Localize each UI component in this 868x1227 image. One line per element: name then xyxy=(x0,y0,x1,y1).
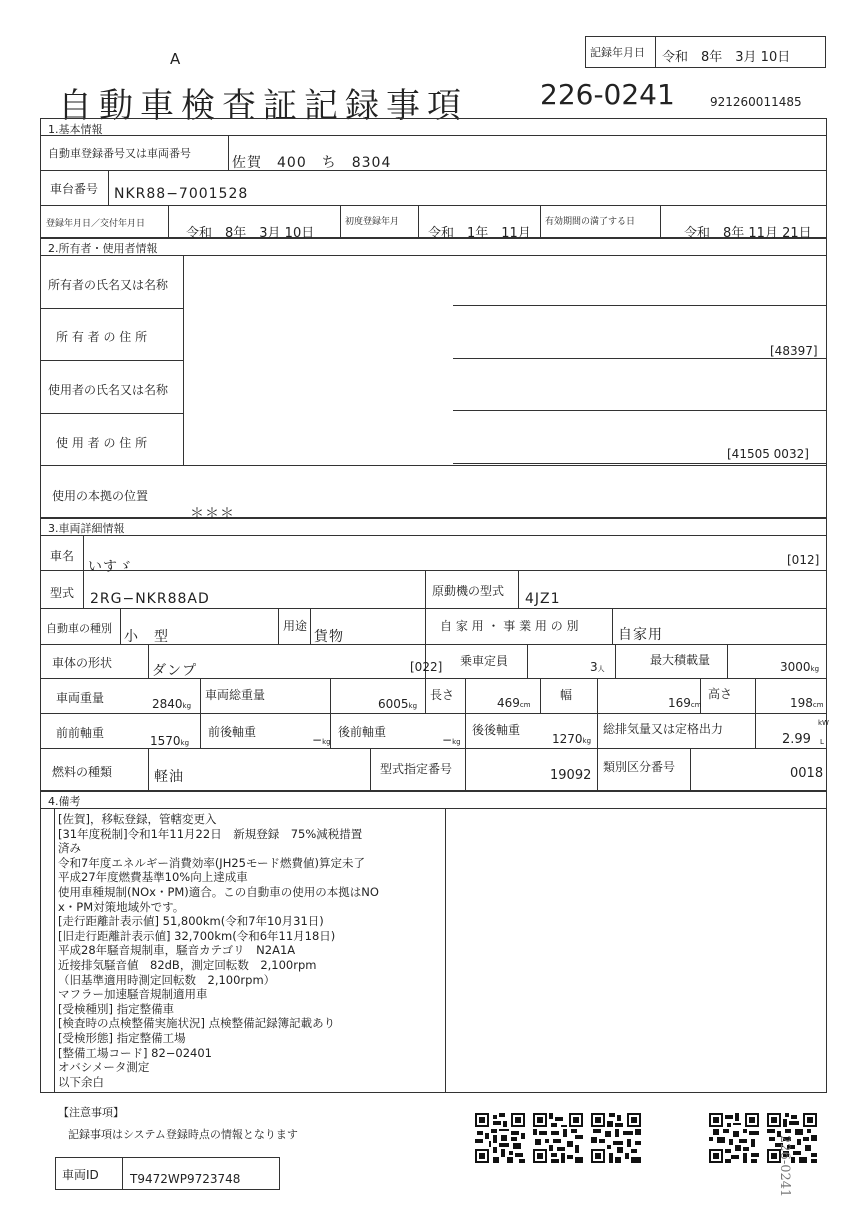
engine-model-label: 原動機の型式 xyxy=(432,584,505,598)
user-name-label: 使用者の氏名又は名称 xyxy=(48,383,169,397)
private-business-label: 自 家 用 ・ 事 業 用 の 別 xyxy=(440,619,579,633)
handwritten-note: 226-0241 xyxy=(777,1135,792,1198)
displacement-label: 総排気量又は定格出力 xyxy=(603,722,724,736)
vehicle-kind-label: 自動車の種別 xyxy=(46,622,112,635)
expiry-date: 令和 8年 11月 21日 xyxy=(684,226,812,241)
remark-line: [31年度税制]令和1年11月22日 新規登録 75%減税措置 xyxy=(58,826,363,841)
owner-name-label: 所有者の氏名又は名称 xyxy=(48,278,169,292)
remark-line: 以下余白 xyxy=(58,1074,104,1089)
gross-weight-label: 車両総重量 xyxy=(205,688,266,702)
body-shape-code: [022] xyxy=(410,660,443,674)
length: 469cm xyxy=(497,696,531,710)
user-code: [41505 0032] xyxy=(727,447,809,461)
front-rear-axle: −kg xyxy=(312,733,331,747)
base-location: ＊＊＊ xyxy=(190,506,235,522)
vehicle-id: T9472WP9723748 xyxy=(130,1172,241,1186)
owner-code: [48397] xyxy=(770,344,818,358)
classification-label: 類別区分番号 xyxy=(603,760,676,774)
record-date-value: 令和 8年 3月 10日 xyxy=(662,50,791,65)
qr-code-icon xyxy=(767,1113,817,1163)
remark-line: 済み xyxy=(58,841,81,856)
section-vehicle-title: 3.車両詳細情報 xyxy=(48,522,125,535)
type-designation-label: 型式指定番号 xyxy=(380,762,453,776)
section-owner-title: 2.所有者・使用者情報 xyxy=(48,242,158,255)
body-shape-label: 車体の形状 xyxy=(52,656,113,670)
form-mark: A xyxy=(170,50,181,68)
vehicle-kind: 小 型 xyxy=(124,629,169,645)
registration-number-label: 自動車登録番号又は車両番号 xyxy=(48,147,191,160)
qr-code-icon xyxy=(709,1113,759,1163)
capacity: 3人 xyxy=(590,660,605,674)
remark-line: [受検形態] 指定整備工場 xyxy=(58,1030,186,1045)
use: 貨物 xyxy=(314,629,344,645)
chassis-number: NKR88−7001528 xyxy=(114,186,249,202)
private-business: 自家用 xyxy=(618,627,663,643)
front-front-axle: 1570kg xyxy=(150,734,190,748)
registration-date: 令和 8年 3月 10日 xyxy=(186,226,315,241)
displacement-unit-kw: kW xyxy=(818,719,829,727)
car-name-label: 車名 xyxy=(50,549,75,563)
remark-line: （旧基準適用時測定回転数 2,100rpm） xyxy=(58,972,276,987)
rear-front-axle-label: 後前軸重 xyxy=(338,725,387,739)
registration-number: 佐賀 400 ち 8304 xyxy=(232,155,392,171)
rear-front-axle: −kg xyxy=(442,733,461,747)
basic-info-section xyxy=(40,118,827,238)
displacement-unit-l: L xyxy=(820,738,824,746)
use-label: 用途 xyxy=(283,619,308,633)
gross-weight: 6005kg xyxy=(378,697,418,711)
model-label: 型式 xyxy=(50,586,75,600)
qr-code-icon xyxy=(475,1113,525,1163)
vehicle-weight-label: 車両重量 xyxy=(56,691,105,705)
user-address-label: 使 用 者 の 住 所 xyxy=(56,436,148,450)
remarks-text xyxy=(58,812,379,1089)
max-load-label: 最大積載量 xyxy=(650,653,711,667)
rear-rear-axle: 1270kg xyxy=(552,732,592,746)
remark-line: 平成28年騒音規制車，騒音カテゴリ N2A1A xyxy=(58,943,296,958)
remark-line: [佐賀]，移転登録，管轄変更入 xyxy=(58,812,217,826)
registration-date-label: 登録年月日／交付年月日 xyxy=(46,219,146,229)
remark-line: x・PM対策地域外です。 xyxy=(58,899,185,914)
first-registration: 令和 1年 11月 xyxy=(428,226,531,241)
body-shape: ダンプ xyxy=(152,663,198,679)
vehicle-weight: 2840kg xyxy=(152,697,192,711)
base-location-label: 使用の本拠の位置 xyxy=(52,489,149,503)
car-name-code: [012] xyxy=(787,553,820,567)
remark-line: [旧走行距離計表示値] 32,700km(令和6年11月18日) xyxy=(58,928,336,943)
displacement: 2.99 xyxy=(782,732,811,747)
qr-code-icon xyxy=(533,1113,583,1163)
car-name: いすゞ xyxy=(88,559,133,575)
max-load: 3000kg xyxy=(780,660,820,674)
section-remarks-title: 4.備考 xyxy=(48,795,81,808)
type-designation: 19092 xyxy=(550,768,592,783)
record-date-label: 記録年月日 xyxy=(590,46,645,59)
front-front-axle-label: 前前軸重 xyxy=(56,726,105,740)
remark-line: マフラー加速騒音規制適用車 xyxy=(58,987,208,1002)
height-label: 高さ xyxy=(708,687,733,701)
chassis-number-label: 車台番号 xyxy=(50,182,99,196)
notice-text: 記録事項はシステム登録時点の情報となります xyxy=(68,1128,298,1141)
remark-line: オバシメータ測定 xyxy=(58,1060,150,1075)
remark-line: 使用車種規制(NOx・PM)適合。この自動車の使用の本拠はNO xyxy=(58,884,379,899)
document-number: 226-0241 xyxy=(540,78,675,111)
section-basic-title: 1.基本情報 xyxy=(48,123,103,136)
serial-number: 921260011485 xyxy=(710,95,802,109)
page-title: 自動車検査証記録事項 xyxy=(58,86,468,126)
capacity-label: 乗車定員 xyxy=(460,654,509,668)
model: 2RG−NKR88AD xyxy=(90,591,210,607)
remark-line: [整備工場コード] 82−02401 xyxy=(58,1045,212,1060)
fuel-type: 軽油 xyxy=(154,769,184,785)
vehicle-id-label: 車両ID xyxy=(62,1168,99,1182)
remark-line: 平成27年度燃費基準10%向上達成車 xyxy=(58,870,248,885)
length-label: 長さ xyxy=(430,688,455,702)
width-label: 幅 xyxy=(560,688,573,702)
notice-title: 【注意事項】 xyxy=(58,1106,124,1119)
remark-line: 令和7年度エネルギー消費効率(JH25モード燃費値)算定未了 xyxy=(58,855,365,870)
width: 169cm xyxy=(668,696,702,710)
qr-code-icon xyxy=(591,1113,641,1163)
classification: 0018 xyxy=(790,766,824,781)
remark-line: [検査時の点検整備実施状況] 点検整備記録簿記載あり xyxy=(58,1016,336,1031)
first-registration-label: 初度登録年月 xyxy=(345,217,400,227)
owner-address-label: 所 有 者 の 住 所 xyxy=(56,330,148,344)
remark-line: 近接排気騒音値 82dB，測定回転数 2,100rpm xyxy=(58,957,317,972)
front-rear-axle-label: 前後軸重 xyxy=(208,725,257,739)
rear-rear-axle-label: 後後軸重 xyxy=(472,723,521,737)
expiry-date-label: 有効期間の満了する日 xyxy=(545,217,636,227)
remark-line: [受検種別] 指定整備車 xyxy=(58,1001,175,1016)
fuel-type-label: 燃料の種類 xyxy=(52,765,113,779)
height: 198cm xyxy=(790,696,824,710)
engine-model: 4JZ1 xyxy=(525,591,561,607)
remark-line: [走行距離計表示値] 51,800km(令和7年10月31日) xyxy=(58,914,324,929)
